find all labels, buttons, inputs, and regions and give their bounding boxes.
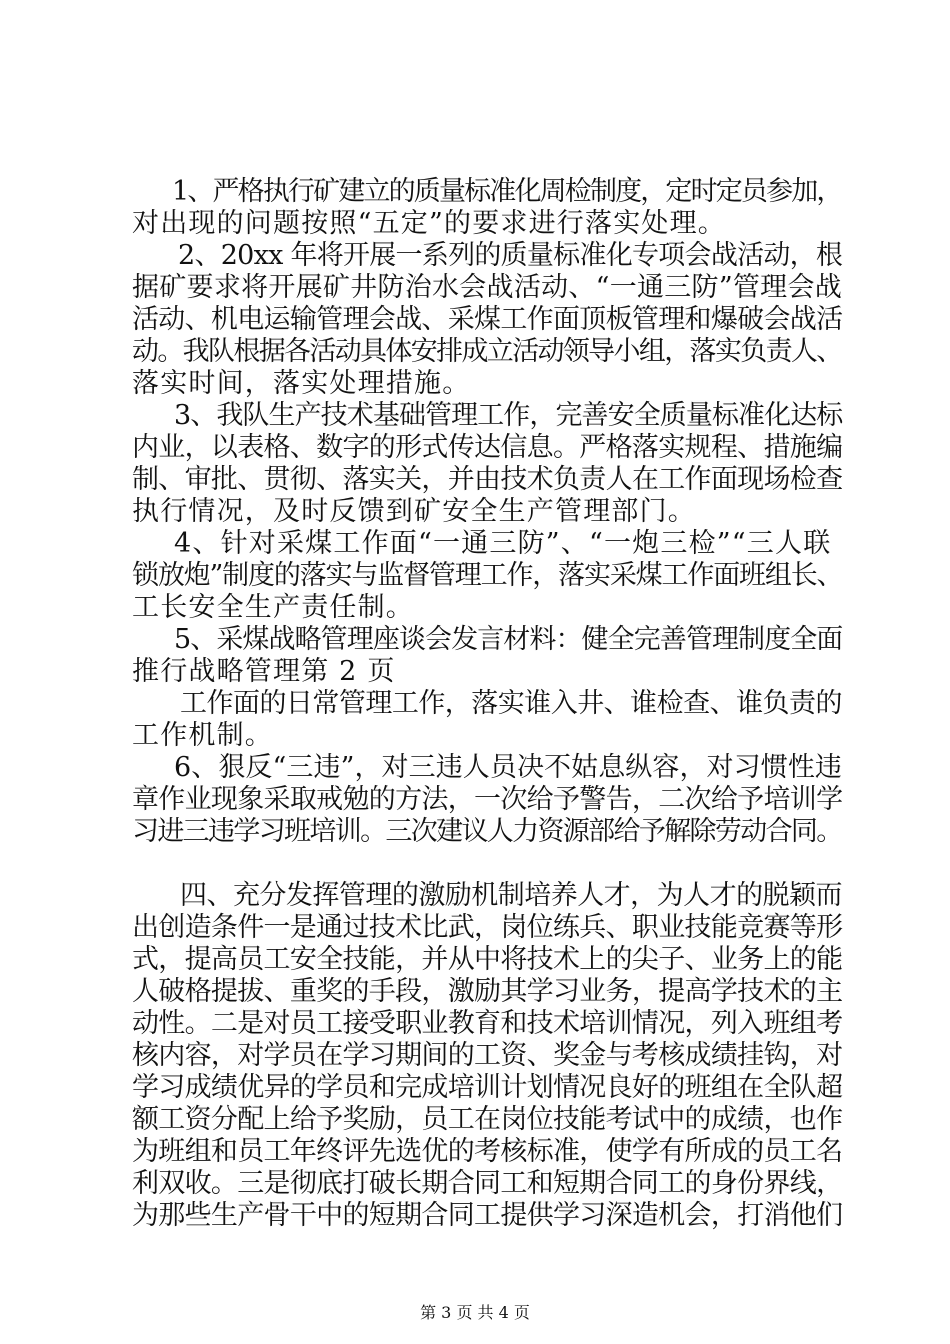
text-line: 内业，以表格、数字的形式传达信息。严格落实规程、措施编 — [132, 432, 843, 463]
text-line: 习进三违学习班培训。三次建议人力资源部给予解除劳动合同。 — [132, 816, 842, 847]
text-line: 章作业现象采取戒勉的方法，一次给予警告，二次给予培训学 — [132, 784, 843, 815]
text-line: 活动、机电运输管理会战、采煤工作面顶板管理和爆破会战活 — [132, 304, 843, 335]
text-line: 四、充分发挥管理的激励机制培养人才，为人才的脱颖而 — [180, 880, 842, 911]
text-line: 为班组和员工年终评先选优的考核标准，使学有所成的员工名 — [132, 1136, 843, 1167]
text-line: 锁放炮”制度的落实与监督管理工作，落实采煤工作面班组长、 — [132, 560, 843, 591]
text-line: 据矿要求将开展矿井防治水会战活动、“一通三防”管理会战 — [132, 272, 843, 303]
text-line: 人破格提拔、重奖的手段，激励其学习业务，提高学技术的主 — [132, 976, 843, 1007]
text-line: 出创造条件一是通过技术比武，岗位练兵、职业技能竞赛等形 — [132, 912, 843, 943]
text-line: 4、针对采煤工作面“一通三防”、“一炮三检”“三人联 — [174, 528, 832, 559]
text-line: 核内容，对学员在学习期间的工资、奖金与考核成绩挂钩，对 — [132, 1040, 843, 1071]
text-line: 额工资分配上给予奖励，员工在岗位技能考试中的成绩，也作 — [132, 1104, 843, 1135]
text-line: 对出现的问题按照“五定”的要求进行落实处理。 — [132, 208, 727, 239]
text-line: 为那些生产骨干中的短期合同工提供学习深造机会，打消他们 — [132, 1200, 843, 1231]
text-line: 推行战略管理第 2 页 — [132, 656, 396, 687]
text-line: 1、严格执行矿建立的质量标准化周检制度，定时定员参加， — [172, 176, 842, 207]
page-number-footer: 第 3 页 共 4 页 — [420, 1303, 530, 1322]
text-line: 执行情况，及时反馈到矿安全生产管理部门。 — [132, 496, 696, 527]
text-line: 利双收。三是彻底打破长期合同工和短期合同工的身份界线， — [132, 1168, 843, 1199]
text-line: 动。我队根据各活动具体安排成立活动领导小组，落实负责人、 — [132, 336, 842, 367]
text-line: 工长安全生产责任制。 — [132, 592, 414, 623]
text-line: 5、采煤战略管理座谈会发言材料：健全完善管理制度全面 — [174, 624, 843, 655]
text-line: 制、审批、贯彻、落实关，并由技术负责人在工作面现场检查 — [132, 464, 843, 495]
text-line: 3、我队生产技术基础管理工作，完善安全质量标准化达标 — [174, 400, 843, 431]
text-line: 2、20xx 年将开展一系列的质量标准化专项会战活动，根 — [178, 240, 843, 271]
text-line: 学习成绩优异的学员和完成培训计划情况良好的班组在全队超 — [132, 1072, 843, 1103]
text-line: 6、狠反“三违”，对三违人员决不姑息纵容，对习惯性违 — [174, 752, 842, 783]
text-line: 工作机制。 — [132, 720, 273, 751]
text-line: 式，提高员工安全技能，并从中将技术上的尖子、业务上的能 — [132, 944, 843, 975]
text-line: 工作面的日常管理工作，落实谁入井、谁检查、谁负责的 — [180, 688, 842, 719]
text-line: 落实时间，落实处理措施。 — [132, 368, 471, 399]
text-line: 动性。二是对员工接受职业教育和技术培训情况，列入班组考 — [132, 1008, 843, 1039]
